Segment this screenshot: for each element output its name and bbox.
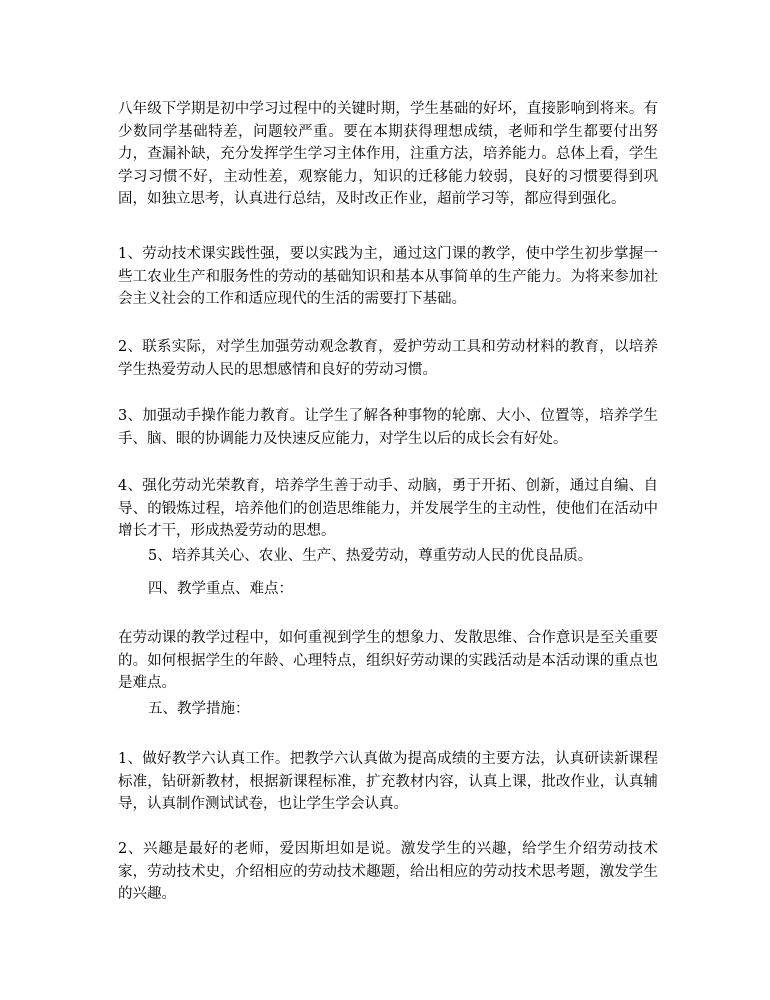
paragraph-item-4: 4、强化劳动光荣教育，培养学生善于动手、动脑，勇于开拓、创新，通过自编、自导、的锻炼过程，培养他们的创造思维能力，并发展学生的主动性，使他们在活动中增长才干，形成热爱劳动的思想。 — [118, 478, 658, 539]
intro-paragraph: 八年级下学期是初中学习过程中的关键时期，学生基础的好坏，直接影响到将来。有少数同学基础特差，问题较严重。要在本期获得理想成绩，老师和学生都要付出努力，查漏补缺，充分发挥学生学习主体作用，注重方法，培养能力。总体上看，学生学习习惯不好，主动性差，观察能力，知识的迁移能力较弱，良好的习惯要得到巩固，如独立思考，认真进行总结，及时改正作业，超前学习等，都应得到强化。 — [118, 101, 658, 207]
paragraph-item-3: 3、加强动手操作能力教育。让学生了解各种事物的轮廓、大小、位置等，培养学生手、脑、眼的协调能力及快速反应能力，对学生以后的成长会有好处。 — [118, 408, 658, 447]
key-points-paragraph: 在劳动课的教学过程中，如何重视到学生的想象力、发散思维、合作意识是至关重要的。如何根据学生的年龄、心理特点，组织好劳动课的实践活动是本活动课的重点也是难点。 — [118, 630, 658, 691]
measure-item-1: 1、做好教学六认真工作。把教学六认真做为提高成绩的主要方法，认真研读新课程标准，钻研新教材，根据新课程标准，扩充教材内容，认真上课，批改作业，认真辅导，认真制作测试试卷，也让学生学会认真。 — [118, 751, 658, 812]
paragraph-item-1: 1、劳动技术课实践性强，要以实践为主，通过这门课的教学，使中学生初步掌握一些工农业生产和服务性的劳动的基础知识和基本从事简单的生产能力。为将来参加社会主义社会的工作和适应现代的生活的需要打下基础。 — [118, 246, 658, 307]
section-heading-measures: 五、教学措施： — [148, 701, 250, 717]
paragraph-item-5: 5、培养其关心、农业、生产、热爱劳动，尊重劳动人民的优良品质。 — [148, 548, 593, 564]
measure-item-2: 2、兴趣是最好的老师，爱因斯坦如是说。激发学生的兴趣，给学生介绍劳动技术家，劳动技术史，介绍相应的劳动技术趣题，给出相应的劳动技术思考题，激发学生的兴趣。 — [118, 841, 658, 902]
paragraph-item-2: 2、联系实际，对学生加强劳动观念教育，爱护劳动工具和劳动材料的教育，以培养学生热爱劳动人民的思想感情和良好的劳动习惯。 — [118, 339, 658, 378]
section-heading-key-points: 四、教学重点、难点： — [148, 581, 293, 597]
